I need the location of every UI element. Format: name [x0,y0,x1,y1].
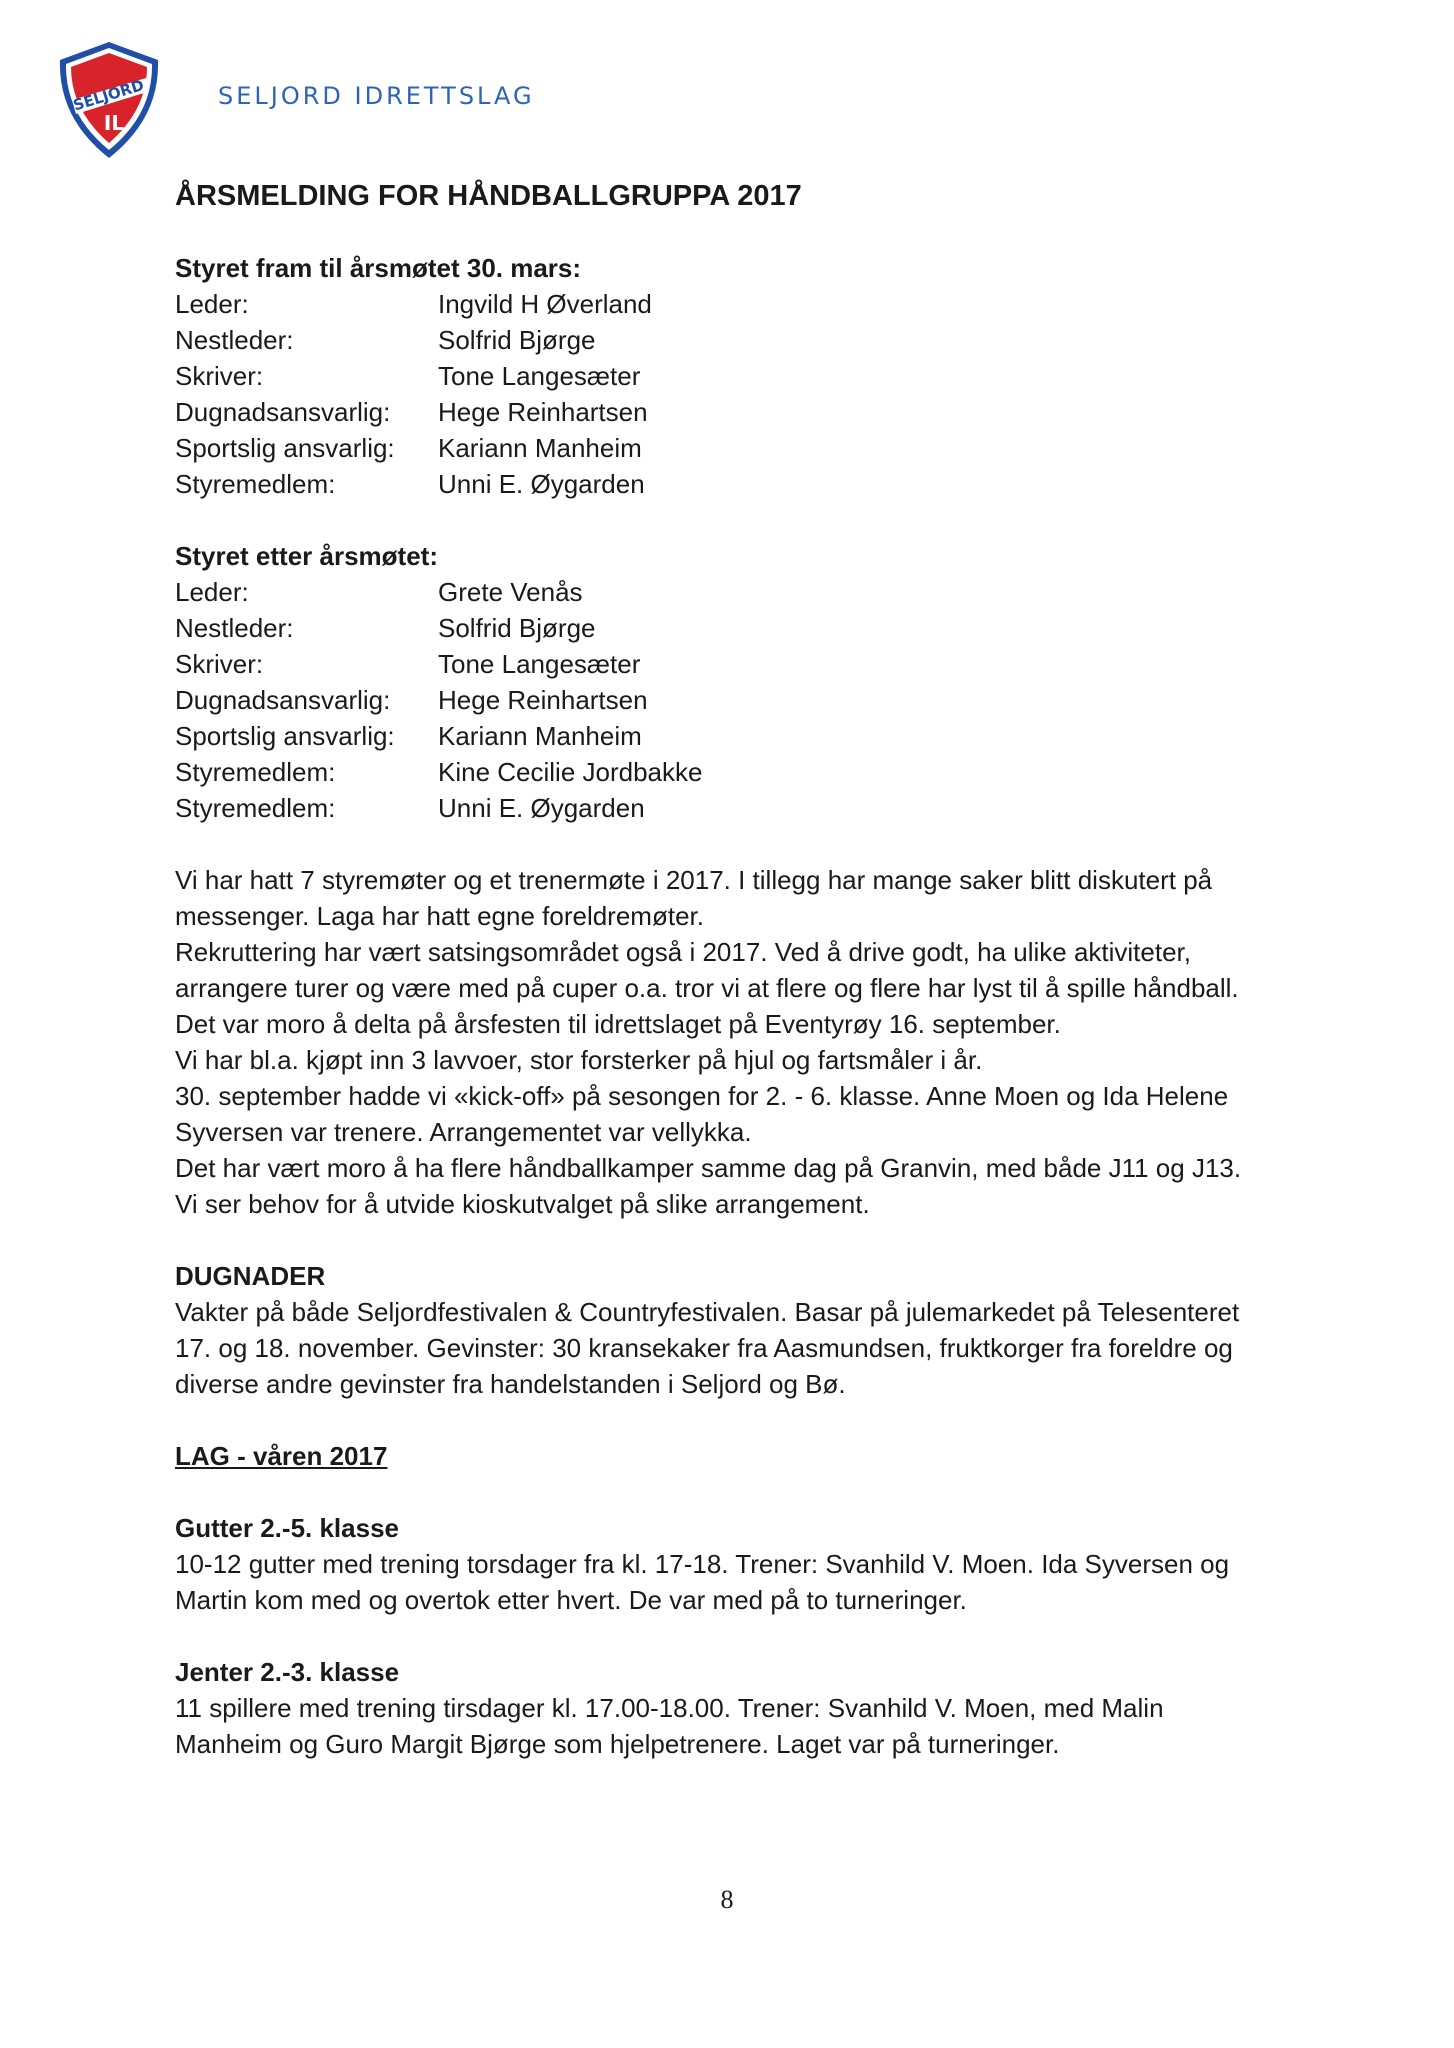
board-member-name: Tone Langesæter [438,649,641,679]
text-line: 30. september hadde vi «kick-off» på sesongen for 2. - 6. klasse. Anne Moen og Ida Helene [175,1081,1229,1111]
board-member-row [175,430,1315,466]
board-member-name: Unni E. Øygarden [438,793,645,823]
board-member-name: Hege Reinhartsen [438,685,648,715]
board-member-row [175,286,1315,322]
document-body [175,175,1315,1762]
board-role: Dugnadsansvarlig: [175,685,391,715]
board-member-row [175,394,1315,430]
summary-paragraph [175,862,1315,1222]
logo-text-bottom: IL [103,111,125,135]
board-member-row [175,682,1315,718]
board-member-name: Grete Venås [438,577,583,607]
text-line: 11 spillere med trening tirsdager kl. 17.00-18.00. Trener: Svanhild V. Moen, med Malin [175,1693,1164,1723]
board-member-name: Kariann Manheim [438,721,642,751]
board-role: Styremedlem: [175,469,336,499]
board-member-name: Unni E. Øygarden [438,469,645,499]
board-member-row [175,718,1315,754]
text-line: Vakter på både Seljordfestivalen & Countryfestivalen. Basar på julemarkedet på Telesenteret [175,1297,1240,1327]
board-member-row [175,322,1315,358]
text-line: Vi har hatt 7 styremøter og et trenermøte i 2017. I tillegg har mange saker blitt diskutert på [175,865,1213,895]
text-line: Vi har bl.a. kjøpt inn 3 lavvoer, stor forsterker på hjul og fartsmåler i år. [175,1045,983,1075]
logo-text-top: SELJORD [71,75,147,115]
board-role: Styremedlem: [175,757,336,787]
board-role: Skriver: [175,361,264,391]
board-member-row [175,610,1315,646]
team-paragraph [175,1546,1315,1618]
board-role: Dugnadsansvarlig: [175,397,391,427]
text-line: 10-12 gutter med trening torsdager fra kl. 17-18. Trener: Svanhild V. Moen. Ida Syversen og [175,1549,1230,1579]
text-line: messenger. Laga har hatt egne foreldremøter. [175,901,704,931]
board-member-name: Ingvild H Øverland [438,289,652,319]
text-line: Syversen var trenere. Arrangementet var vellykka. [175,1117,752,1147]
club-logo [54,38,164,162]
org-name: SELJORD IDRETTSLAG [218,82,535,110]
board-after-list [175,574,1315,826]
text-line: Vi ser behov for å utvide kioskutvalget på slike arrangement. [175,1189,870,1219]
dugnader-paragraph [175,1294,1315,1402]
team-heading: Jenter 2.-3. klasse [175,1657,400,1687]
text-line: arrangere turer og være med på cuper o.a. tror vi at flere og flere har lyst til å spille håndball. [175,973,1239,1003]
dugnader-heading: DUGNADER [175,1261,326,1291]
text-line: Manheim og Guro Margit Bjørge som hjelpetrenere. Laget var på turneringer. [175,1729,1060,1759]
board-member-name: Tone Langesæter [438,361,641,391]
text-line: Det var moro å delta på årsfesten til idrettslaget på Eventyrøy 16. september. [175,1009,1061,1039]
board-member-row [175,754,1315,790]
board-member-name: Solfrid Bjørge [438,613,596,643]
board-before-heading: Styret fram til årsmøtet 30. mars: [175,253,582,283]
board-role: Styremedlem: [175,793,336,823]
team-heading: Gutter 2.-5. klasse [175,1513,399,1543]
board-role: Nestleder: [175,325,294,355]
page-number: 8 [720,1885,734,1914]
board-role: Skriver: [175,649,264,679]
board-before-list [175,286,1315,502]
text-line: 17. og 18. november. Gevinster: 30 kransekaker fra Aasmundsen, fruktkorger fra foreldre og [175,1333,1233,1363]
board-member-name: Kine Cecilie Jordbakke [438,757,703,787]
text-line: Martin kom med og overtok etter hvert. De var med på to turneringer. [175,1585,967,1615]
board-member-row [175,358,1315,394]
shield-icon [54,38,164,162]
team-paragraph [175,1690,1315,1762]
board-member-row [175,466,1315,502]
board-role: Leder: [175,577,249,607]
board-member-name: Kariann Manheim [438,433,642,463]
text-line: Det har vært moro å ha flere håndballkamper samme dag på Granvin, med både J11 og J13. [175,1153,1242,1183]
board-after-heading: Styret etter årsmøtet: [175,541,438,571]
text-line: Rekruttering har vært satsingsområdet også i 2017. Ved å drive godt, ha ulike aktiviteter, [175,937,1191,967]
board-role: Sportslig ansvarlig: [175,433,395,463]
board-role: Sportslig ansvarlig: [175,721,395,751]
board-member-row [175,574,1315,610]
board-role: Nestleder: [175,613,294,643]
board-member-row [175,790,1315,826]
board-member-row [175,646,1315,682]
lag-heading: LAG - våren 2017 [175,1441,388,1471]
board-member-name: Solfrid Bjørge [438,325,596,355]
board-role: Leder: [175,289,249,319]
document-title: ÅRSMELDING FOR HÅNDBALLGRUPPA 2017 [175,180,802,212]
text-line: diverse andre gevinster fra handelstanden i Seljord og Bø. [175,1369,846,1399]
board-member-name: Hege Reinhartsen [438,397,648,427]
